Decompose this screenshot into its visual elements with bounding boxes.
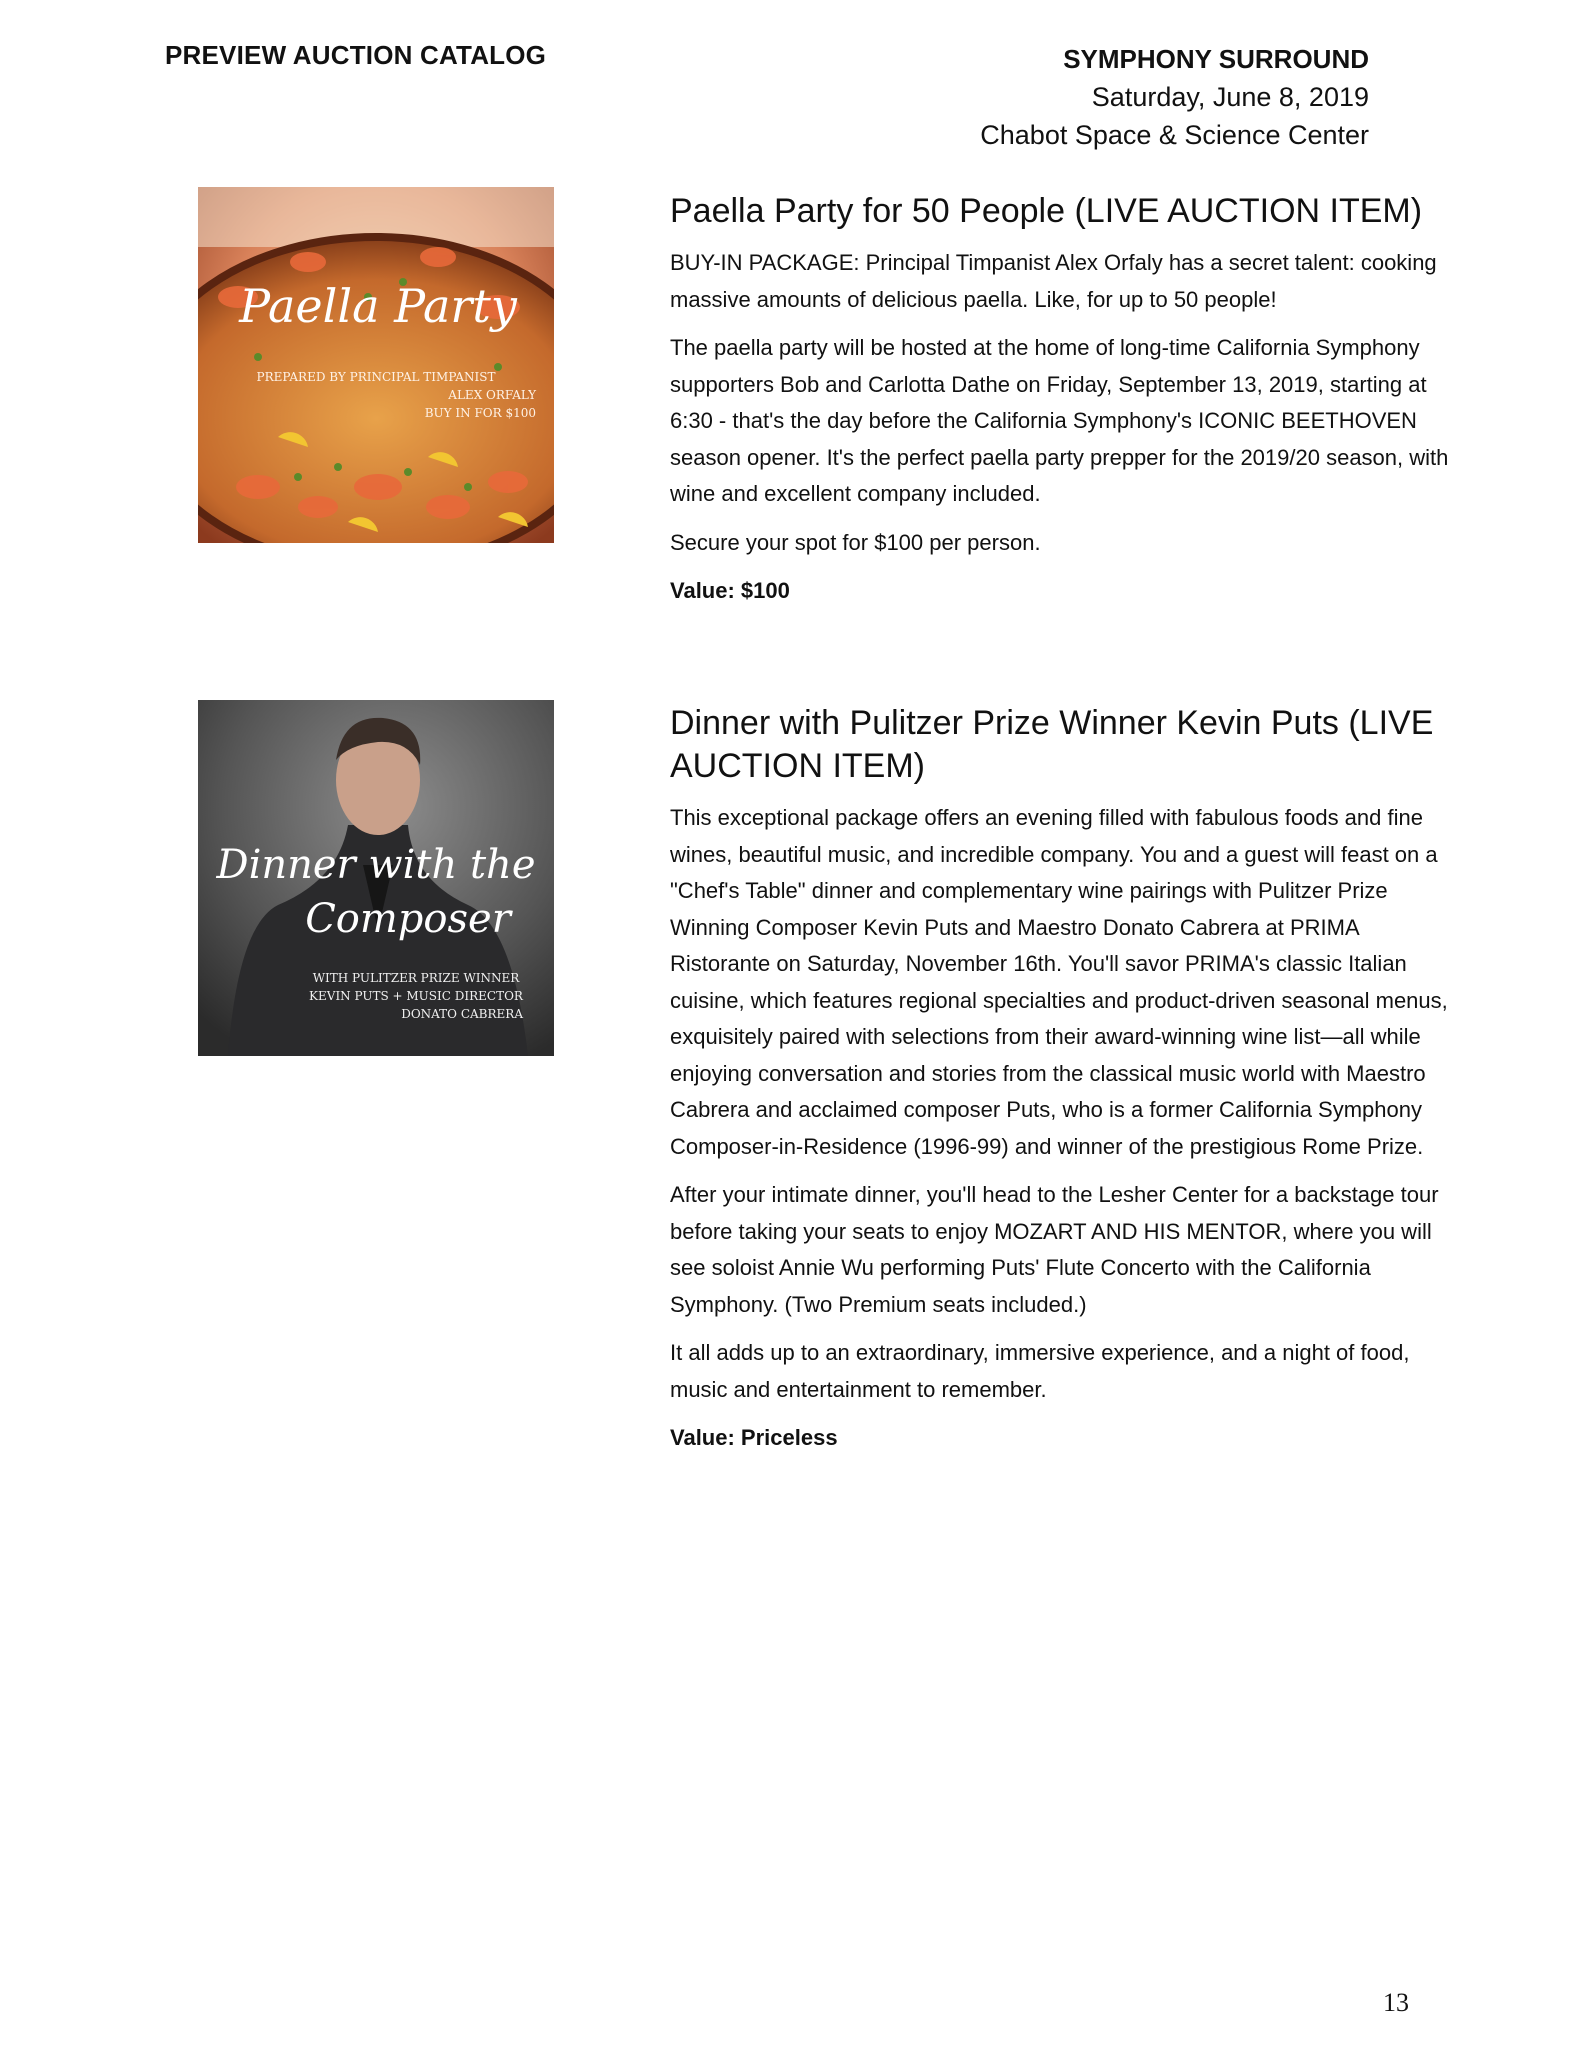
item-paragraph: The paella party will be hosted at the home of long-time California Symphony supporters Bob and Carlotta Dathe on Friday, September 13, 2019, starting at 6:30 - that's the day before the California Symphony's ICONIC BEETHOVEN season opener. It's the perfect paella party prepper for the 2019/20 season, with wine and excellent company included. [670, 335, 1449, 506]
dinner-image-caption-3: DONATO CABRERA [401, 1007, 523, 1021]
catalog-title: PREVIEW AUCTION CATALOG [165, 40, 547, 70]
event-venue: Chabot Space & Science Center [980, 120, 1369, 150]
item-title: Paella Party for 50 People (LIVE AUCTION ITEM) [670, 192, 1423, 230]
item-value: Value: Priceless [670, 1425, 838, 1450]
dinner-image-caption-2: KEVIN PUTS + MUSIC DIRECTOR [309, 989, 523, 1003]
paella-party-description [670, 190, 1460, 622]
paella-image-caption-3: BUY IN FOR $100 [424, 406, 536, 420]
page-number: 13 [1383, 1988, 1409, 2017]
dinner-image-script-line-2: Composer [305, 896, 511, 942]
item-title: Dinner with Pulitzer Prize Winner Kevin Puts (LIVE AUCTION ITEM) [670, 704, 1434, 785]
paella-image-caption-1: PREPARED BY PRINCIPAL TIMPANIST [256, 370, 496, 384]
dinner-with-composer-description [670, 702, 1460, 1469]
event-date: Saturday, June 8, 2019 [1091, 82, 1369, 112]
item-paragraph: After your intimate dinner, you'll head to the Lesher Center for a backstage tour before taking your seats to enjoy MOZART AND HIS MENTOR, where you will see soloist Annie Wu performing Puts' Flute Concerto with the California Symphony. (Two Premium seats included.) [670, 1182, 1439, 1317]
paella-image-caption-2: ALEX ORFALY [448, 388, 536, 402]
paella-image-script-title: Paella Party [239, 279, 517, 333]
event-info [980, 40, 1369, 154]
item-paragraph: This exceptional package offers an evening filled with fabulous foods and fine wines, beautiful music, and incredible company. You and a guest will feast on a "Chef's Table" dinner and complementary wine pairings with Pulitzer Prize Winning Composer Kevin Puts and Maestro Donato Cabrera at PRIMA Ristorante on Saturday, November 16th. You'll savor PRIMA's classic Italian cuisine, which features regional specialties and product-driven seasonal menus, exquisitely paired with selections from their award-winning wine list—all while enjoying conversation and stories from the classical music world with Maestro Cabrera and acclaimed composer Puts, who is a former California Symphony Composer-in-Residence (1996-99) and winner of the prestigious Rome Prize. [670, 805, 1448, 1159]
event-name: SYMPHONY SURROUND [1063, 44, 1369, 74]
dinner-with-composer-image [198, 700, 554, 1056]
dinner-image-caption-1: WITH PULITZER PRIZE WINNER [312, 971, 520, 985]
item-value: Value: $100 [670, 578, 790, 603]
dinner-image-script-line-1: Dinner with the [216, 842, 536, 888]
item-paragraph: BUY-IN PACKAGE: Principal Timpanist Alex Orfaly has a secret talent: cooking massive amounts of delicious paella. Like, for up to 50 people! [670, 250, 1437, 312]
paella-party-image [198, 187, 554, 543]
item-paragraph: It all adds up to an extraordinary, immersive experience, and a night of food, music and entertainment to remember. [670, 1340, 1410, 1402]
item-paragraph: Secure your spot for $100 per person. [670, 529, 1041, 555]
